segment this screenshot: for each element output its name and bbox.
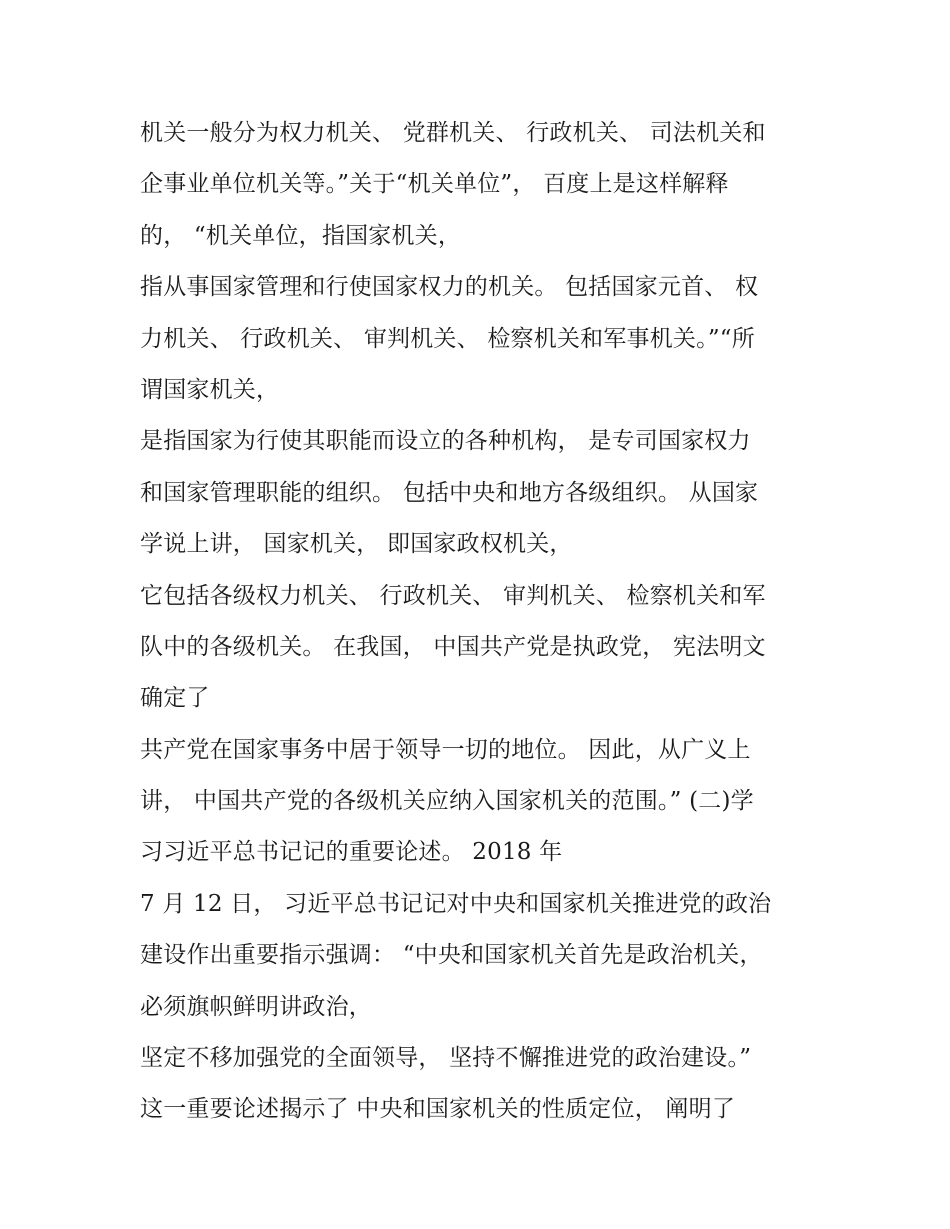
text-line: 机关一般分为权力机关、 党群机关、 行政机关、 司法机关和 xyxy=(140,120,766,146)
text-line: 队中的各级机关。 在我国， 中国共产党是执政党， 宪法明文 xyxy=(140,633,766,660)
text-line: 和国家管理职能的组织。 包括中央和地方各级组织。 从国家 xyxy=(140,479,759,506)
text-line: 力机关、 行政机关、 审判机关、 检察机关和军事机关。”“所 xyxy=(140,325,755,352)
text-line: 学说上讲， 国家机关， 即国家政权机关， xyxy=(140,531,573,558)
text-line: 建设作出重要指示强调： “中央和国家机关首先是政治机关， xyxy=(140,942,763,969)
text-line: 共产党在国家事务中居于领导一切的地位。 因此，从广义上 xyxy=(140,736,751,763)
text-line: 是指国家为行使其职能而设立的各种机构， 是专司国家权力 xyxy=(140,428,751,455)
text-line: 指从事国家管理和行使国家权力的机关。 包括国家元首、 权 xyxy=(140,274,759,301)
text-line: 7 月 12 日， 习近平总书记记对中央和国家机关推进党的政治 xyxy=(140,890,772,917)
text-line: 坚定不移加强党的全面领导， 坚持不懈推进党的政治建设。” xyxy=(140,1045,752,1072)
text-line: 谓国家机关， xyxy=(140,376,280,403)
text-line: 这一重要论述揭示了 中央和国家机关的性质定位， 阐明了 xyxy=(140,1096,736,1123)
text-line: 习习近平总书记记的重要论述。 2018 年 xyxy=(140,839,563,866)
body-text xyxy=(140,108,820,1136)
text-line: 它包括各级权力机关、 行政机关、 审判机关、 检察机关和军 xyxy=(140,582,766,609)
text-line: 讲， 中国共产党的各级机关应纳入国家机关的范围。” (二)学 xyxy=(140,788,754,815)
text-line: 的， “机关单位，指国家机关， xyxy=(140,222,462,249)
text-line: 企事业单位机关等。”关于“机关单位”， 百度上是这样解释 xyxy=(140,171,729,198)
text-line: 必须旗帜鲜明讲政治， xyxy=(140,993,372,1020)
text-line: 确定了 xyxy=(140,685,210,712)
